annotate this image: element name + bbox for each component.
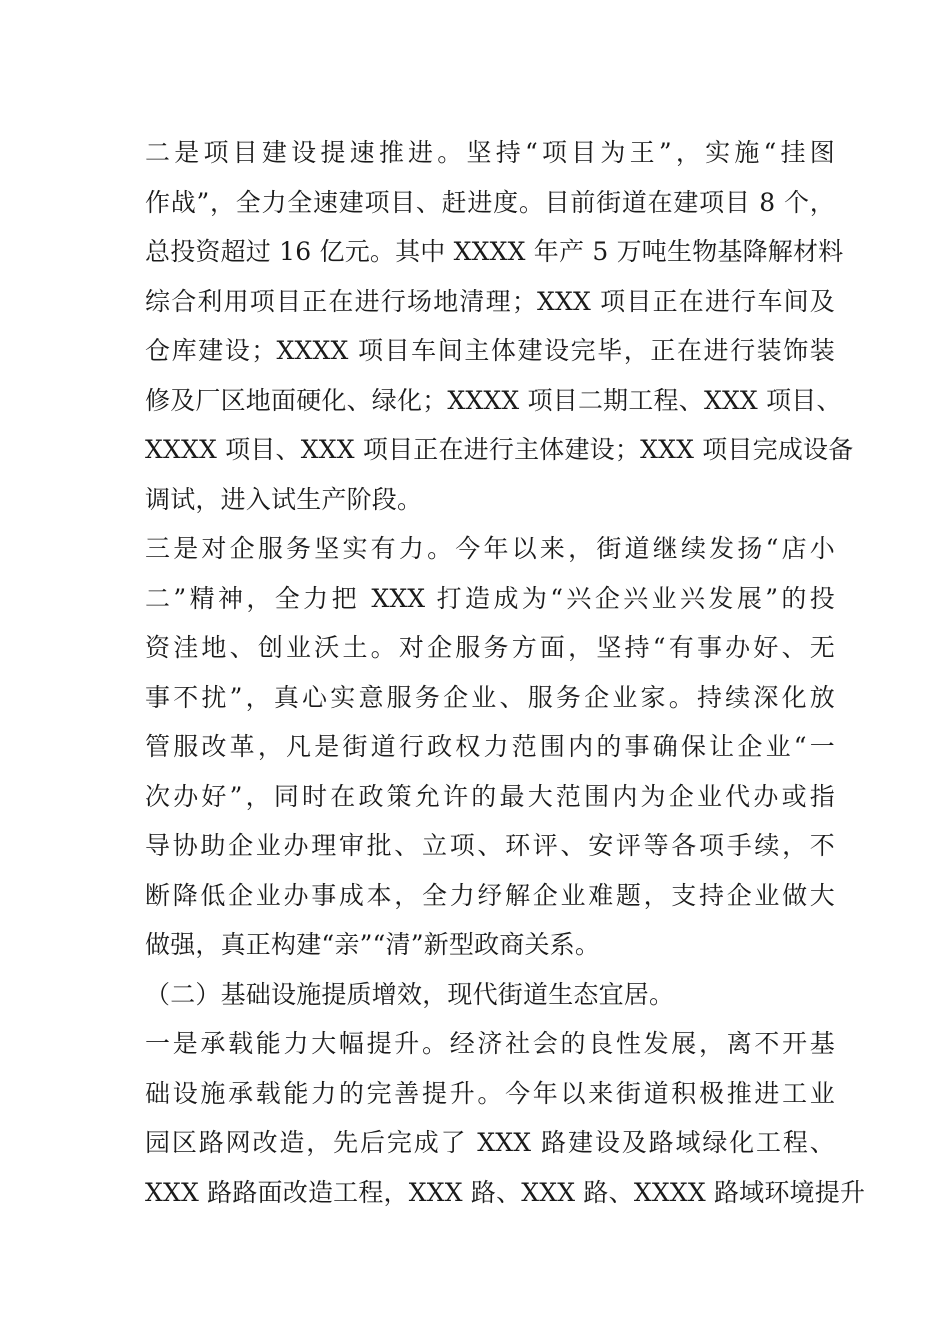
document-body [145, 128, 866, 1217]
text-line-20: 础设施承载能力的完善提升。今年以来街道积极推进工业 [145, 1078, 835, 1108]
text-line-8: 调试，进入试生产阶段。 [145, 484, 423, 514]
text-line-7: XXXX 项目、XXX 项目正在进行主体建设；XXX 项目完成设备 [145, 435, 854, 464]
section-heading: （二）基础设施提质增效，现代街道生态宜居。 [145, 979, 675, 1009]
text-line-19: 一是承载能力大幅提升。经济社会的良性发展，离不开基 [145, 1029, 835, 1058]
text-line-5: 仓库建设；XXXX 项目车间主体建设完毕，正在进行装饰装 [145, 336, 835, 365]
text-line-6: 修及厂区地面硬化、绿化；XXXX 项目二期工程、XXX 项目、 [145, 385, 842, 415]
text-line-10: 二”精神，全力把 XXX 打造成为“兴企兴业兴发展”的投 [145, 583, 835, 613]
text-line-12: 事不扰”，真心实意服务企业、服务企业家。持续深化放 [145, 682, 835, 712]
text-line-21: 园区路网改造，先后完成了 XXX 路建设及路域绿化工程、 [145, 1128, 835, 1157]
text-line-1: 二是项目建设提速推进。坚持“项目为王”，实施“挂图 [145, 138, 835, 167]
text-line-13: 管服改革，凡是街道行政权力范围内的事确保让企业“一 [145, 732, 835, 761]
text-line-2: 作战”，全力全速建项目、赶进度。目前街道在建项目 8 个， [145, 187, 835, 217]
text-line-22: XXX 路路面改造工程，XXX 路、XXX 路、XXXX 路域环境提升 [145, 1177, 866, 1207]
text-line-17: 做强，真正构建“亲”“清”新型政商关系。 [145, 930, 601, 959]
text-line-16: 断降低企业办事成本，全力纾解企业难题，支持企业做大 [145, 880, 835, 910]
text-line-11: 资洼地、创业沃土。对企服务方面，坚持“有事办好、无 [145, 633, 835, 662]
text-line-15: 导协助企业办理审批、立项、环评、安评等各项手续，不 [145, 831, 835, 860]
text-line-14: 次办好”，同时在政策允许的最大范围内为企业代办或指 [145, 781, 835, 811]
text-line-3: 总投资超过 16 亿元。其中 XXXX 年产 5 万吨生物基降解材料 [145, 237, 844, 266]
text-line-4: 综合利用项目正在进行场地清理；XXX 项目正在进行车间及 [145, 286, 835, 316]
text-line-9: 三是对企服务坚实有力。今年以来，街道继续发扬“店小 [145, 534, 835, 563]
